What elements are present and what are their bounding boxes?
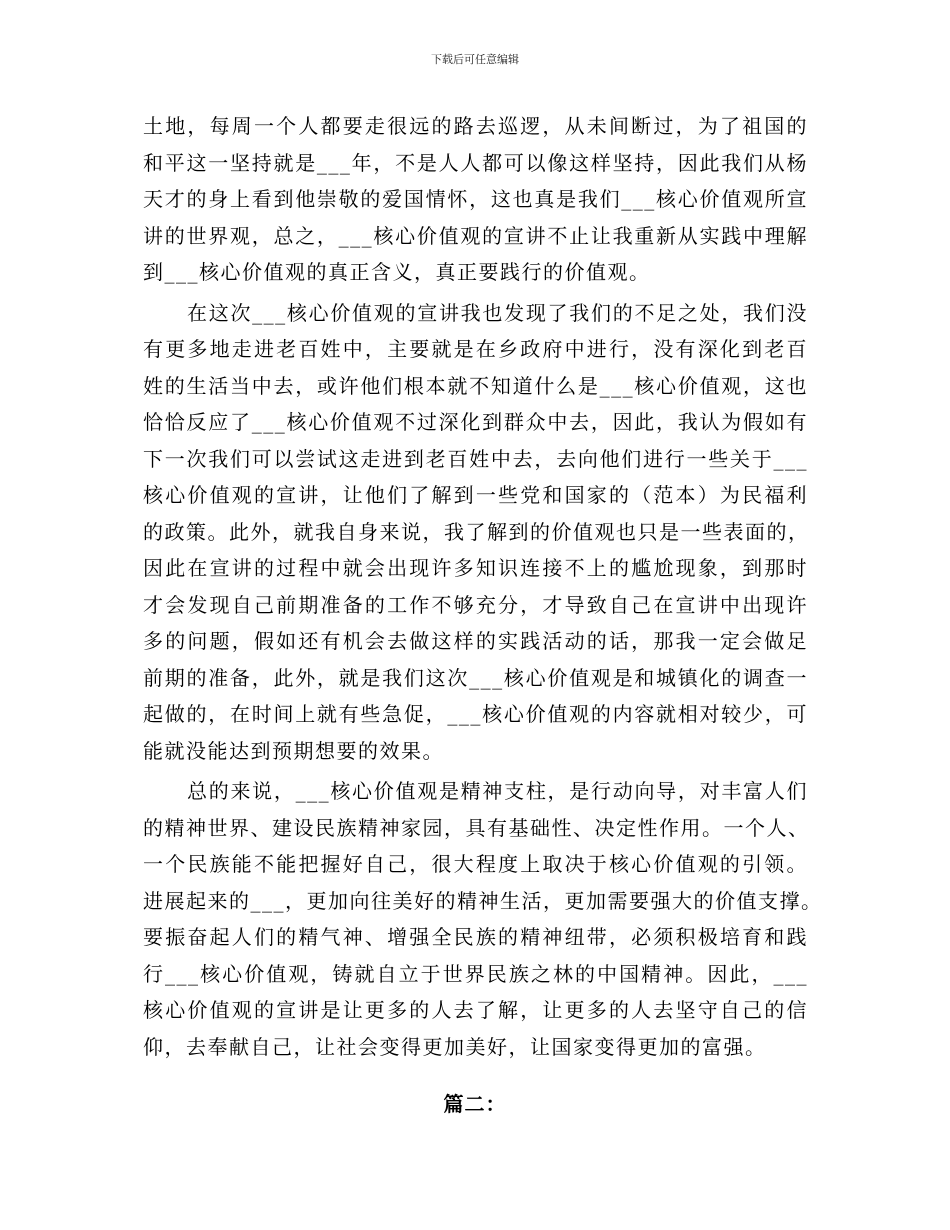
- text-line: 能就没能达到预期想要的效果。: [143, 738, 444, 763]
- text-line: 仰，去奉献自己，让社会变得更加美好，让国家变得更加的富强。: [143, 1034, 767, 1059]
- text-line: 天才的身上看到他崇敬的爱国情怀，这也真是我们___核心价值观所宣: [143, 187, 808, 211]
- paragraph-3: [143, 773, 823, 1065]
- text-line: 核心价值观的宣讲，让他们了解到一些党和国家的（范本）为民福利: [143, 483, 808, 507]
- text-line: 在这次___核心价值观的宣讲我也发现了我们的不足之处，我们没: [187, 300, 808, 325]
- text-line: 有更多地走进老百姓中，主要就是在乡政府中进行，没有深化到老百: [143, 337, 808, 361]
- text-line: 总的来说，___核心价值观是精神支柱，是行动向导，对丰富人们: [187, 779, 808, 803]
- text-line: 才会发现自己前期准备的工作不够充分，才导致自己在宣讲中出现许: [143, 592, 808, 617]
- text-line: 姓的生活当中去，或许他们根本就不知道什么是___核心价值观，这也: [143, 373, 808, 398]
- text-line: 因此在宣讲的过程中就会出现许多知识连接不上的尴尬现象，到那时: [143, 556, 808, 580]
- text-line: 到___核心价值观的真正含义，真正要践行的价值观。: [143, 260, 651, 284]
- text-line: 前期的准备，此外，就是我们这次___核心价值观是和城镇化的调查一: [143, 665, 808, 690]
- text-line: 一个民族能不能把握好自己，很大程度上取决于核心价值观的引领。: [143, 852, 808, 876]
- text-line: 讲的世界观，总之，___核心价值观的宣讲不止让我重新从实践中理解: [143, 223, 808, 248]
- text-line: 恰恰反应了___核心价值观不过深化到群众中去，因此，我认为假如有: [143, 410, 808, 434]
- page-header-note: 下载后可任意编辑: [431, 53, 519, 66]
- text-line: 的政策。此外，就我自身来说，我了解到的价值观也只是一些表面的，: [143, 519, 810, 544]
- paragraph-1: [143, 108, 808, 291]
- document-body: [143, 108, 823, 1065]
- text-line: 和平这一坚持就是___年，不是人人都可以像这样坚持，因此我们从杨: [143, 150, 808, 175]
- text-line: 多的问题，假如还有机会去做这样的实践活动的话，那我一定会做足: [143, 629, 808, 653]
- text-line: 下一次我们可以尝试这走进到老百姓中去，去向他们进行一些关于___: [143, 446, 808, 471]
- text-line: 起做的，在时间上就有些急促，___核心价值观的内容就相对较少，可: [143, 702, 808, 726]
- section-heading: 篇二：: [443, 1092, 507, 1116]
- text-line: 要振奋起人们的精气神、增强全民族的精神纽带，必须积极培育和践: [143, 925, 808, 949]
- text-line: 的精神世界、建设民族精神家园，具有基础性、决定性作用。一个人、: [143, 815, 810, 840]
- paragraph-2: [143, 295, 808, 770]
- text-line: 行___核心价值观，铸就自立于世界民族之林的中国精神。因此，___: [143, 961, 808, 986]
- text-line: 进展起来的___，更加向往美好的精神生活，更加需要强大的价值支撑。: [143, 888, 823, 913]
- text-line: 核心价值观的宣讲是让更多的人去了解，让更多的人去坚守自己的信: [143, 998, 808, 1022]
- text-line: 土地，每周一个人都要走很远的路去巡逻，从未间断过，为了祖国的: [143, 114, 808, 138]
